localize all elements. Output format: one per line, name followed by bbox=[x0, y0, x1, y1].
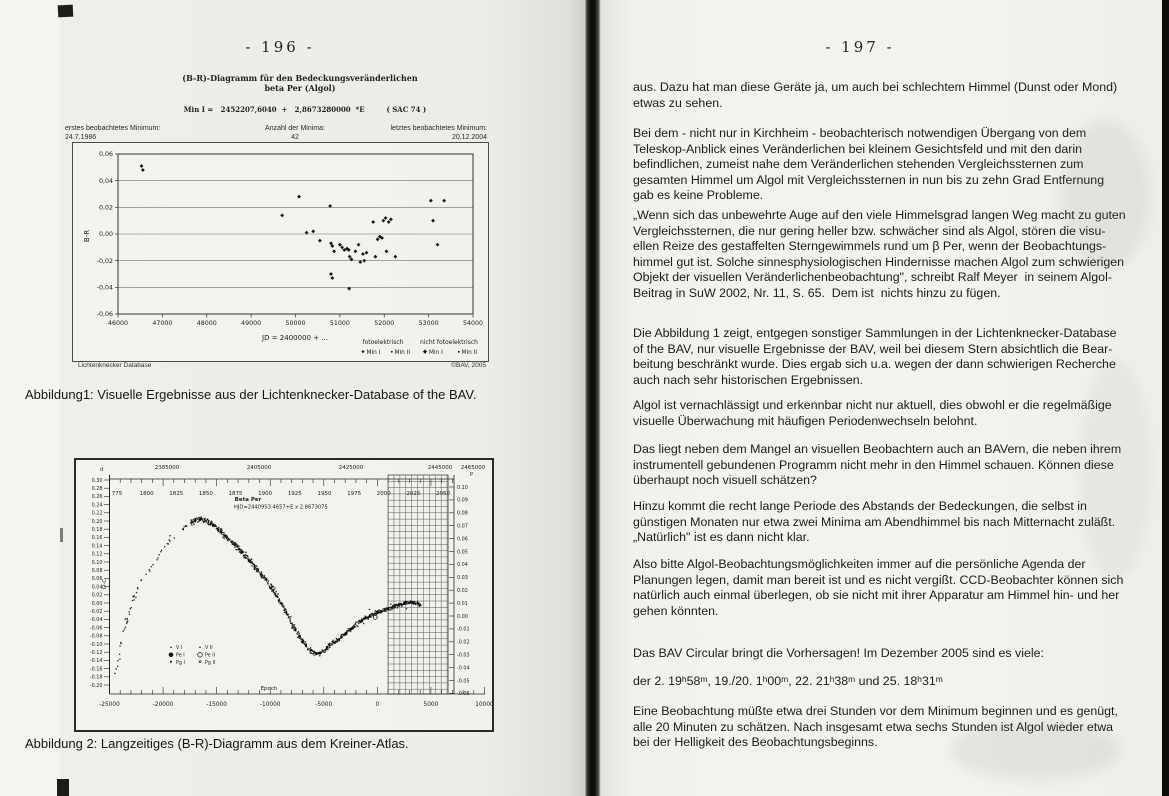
paragraph bbox=[633, 499, 1149, 546]
svg-text:0.04: 0.04 bbox=[457, 562, 468, 569]
chart1-last-minimum bbox=[337, 124, 487, 142]
svg-text:-25000: -25000 bbox=[99, 702, 120, 708]
svg-text:1900: 1900 bbox=[258, 491, 273, 497]
svg-text:-0.06: -0.06 bbox=[89, 625, 103, 632]
svg-text:fotoelektrisch: fotoelektrisch bbox=[362, 339, 404, 346]
svg-text:51000: 51000 bbox=[329, 320, 350, 327]
svg-text:0.26: 0.26 bbox=[91, 494, 103, 501]
text-line: Bei dem - nicht nur in Kirchheim - beobachterisch notwendigen Übergang von dem bbox=[633, 126, 1087, 140]
svg-text:-15000: -15000 bbox=[206, 702, 227, 708]
svg-text:Min I: Min I bbox=[366, 350, 381, 356]
svg-text:0.03: 0.03 bbox=[457, 575, 468, 582]
text-line: instrumentell gebundenen Programm nicht mehr in den Himmel schauen. Können diese bbox=[633, 457, 1114, 472]
chart1-title-line1: (B-R)-Diagramm für den Bedeckungsveränderlichen bbox=[182, 73, 418, 83]
last-minimum-value: 20.12.2004 bbox=[451, 134, 487, 141]
svg-text:1925: 1925 bbox=[287, 491, 302, 497]
chart2-x-axis-label: Epoch bbox=[260, 686, 278, 692]
book-gutter-shadow bbox=[584, 0, 601, 796]
text-line: gehen könnten. bbox=[633, 603, 719, 618]
text-line: Vergleichssternen, die nur gering heller bzw. schwächer sind als Algol, stören die visu- bbox=[633, 223, 1106, 238]
svg-text:0.10: 0.10 bbox=[457, 484, 468, 491]
chart1-figure bbox=[72, 142, 489, 362]
text-line: himmel gut ist. Solche sinnesphysiologischen Hindernisse machen Algol zum schwierigen bbox=[633, 254, 1125, 269]
text-line: Beitrag in SuW 2002, Nr. 11, S. 65. Dem ist nichts hinzu zu fügen. bbox=[633, 285, 1001, 300]
svg-text:-0,02: -0,02 bbox=[96, 257, 113, 265]
svg-text:0.00: 0.00 bbox=[91, 600, 103, 607]
svg-text:0.02: 0.02 bbox=[91, 592, 103, 599]
chart2-axes bbox=[90, 465, 492, 708]
svg-text:0.09: 0.09 bbox=[457, 497, 468, 504]
svg-text:0.28: 0.28 bbox=[91, 486, 103, 492]
scan-artifact bbox=[58, 5, 74, 18]
text-line: ellen Reize des gestaffelten Sterngewimmels rund um β Per, wenn der Beobachtungs- bbox=[633, 239, 1107, 253]
svg-text:0.07: 0.07 bbox=[457, 523, 468, 530]
text-line: Die Abbildung 1 zeigt, entgegen sonstiger Sammlungen in der Lichtenknecker-Database bbox=[633, 326, 1117, 340]
svg-text:0.16: 0.16 bbox=[91, 535, 103, 542]
chart1-title bbox=[140, 73, 460, 93]
svg-text:-0,06: -0,06 bbox=[96, 311, 113, 319]
text-line: Eine Beobachtung müßte etwa drei Stunden vor dem Minimum beginnen und es genügt, bbox=[633, 704, 1118, 718]
text-line: gesamten Himmel um Algol mit Vergleichssternen in nun bis zu zehn Grad Entfernung bbox=[633, 172, 1105, 187]
text-line: Hinzu kommt die recht lange Periode des Abstands der Bedeckungen, die selbst in bbox=[633, 499, 1087, 513]
paragraph bbox=[633, 80, 1149, 111]
scan-artifact bbox=[57, 779, 69, 796]
text-line: Das liegt neben dem Mangel an visuellen Beobachtern auch an BAVern, die neben ihrem bbox=[633, 442, 1122, 456]
caption-abbildung-2: Abbildung 2: Langzeitiges (B-R)-Diagramm aus dem Kreiner-Atlas. bbox=[25, 736, 409, 751]
chart1-ephemeris: Min I = 2452207,6040 + 2,8673280000 *E ( SAC 74 ) bbox=[183, 105, 427, 114]
svg-text:0.08: 0.08 bbox=[457, 510, 468, 517]
svg-text:52000: 52000 bbox=[374, 320, 395, 327]
svg-text:0.20: 0.20 bbox=[91, 518, 103, 525]
paragraph bbox=[633, 442, 1149, 489]
paragraph bbox=[633, 326, 1149, 388]
svg-text:0.24: 0.24 bbox=[91, 502, 103, 509]
minima-count-value: 42 bbox=[291, 134, 299, 141]
text-line: natürlich auch einmal überlegen, ob sie nicht mit ihrer Apparatur am Himmel hin- und her bbox=[633, 588, 1120, 602]
svg-text:48000: 48000 bbox=[196, 320, 217, 327]
svg-text:1850: 1850 bbox=[198, 491, 213, 497]
svg-text:nicht fotoelektrisch: nicht fotoelektrisch bbox=[420, 339, 478, 346]
bleed-through-smudge bbox=[1080, 360, 1150, 580]
svg-text:0,06: 0,06 bbox=[98, 151, 113, 159]
bleed-through-smudge bbox=[950, 720, 1120, 780]
svg-text:2050: 2050 bbox=[436, 491, 450, 497]
paragraph bbox=[633, 646, 1149, 662]
chart1-legend bbox=[361, 339, 478, 356]
text-line: visuelle Überwachung mit häufigen Periodenwechseln belohnt. bbox=[633, 413, 978, 428]
svg-text:0.14: 0.14 bbox=[91, 543, 103, 550]
svg-text:-0.04: -0.04 bbox=[457, 665, 470, 672]
svg-text:0.30: 0.30 bbox=[91, 477, 103, 484]
svg-text:-0.18: -0.18 bbox=[89, 674, 103, 681]
svg-text:V II: V II bbox=[205, 646, 213, 651]
svg-text:0.01: 0.01 bbox=[457, 600, 468, 607]
text-line: Also bitte Algol-Beobachtungsmöglichkeiten immer auf die persönliche Agenda der bbox=[633, 557, 1086, 571]
text-line: günstigen Monaten nur etwa zwei Minima am Abendhimmel bis nach Mitternacht zuläßt. bbox=[633, 514, 1116, 529]
svg-text:1875: 1875 bbox=[228, 491, 243, 497]
text-line: Algol ist vernachlässigt und erkennbar nicht nur aktuell, dies obwohl er die regelmäßige bbox=[633, 398, 1112, 412]
caption-abbildung-1: Abbildung1: Visuelle Ergebnisse aus der Lichtenknecker-Database of the BAV. bbox=[25, 387, 477, 402]
chart1-y-axis-label: B-R bbox=[83, 229, 91, 243]
page-number-left: - 196 - bbox=[245, 38, 315, 56]
svg-text:-10000: -10000 bbox=[259, 702, 281, 708]
svg-text:2405000: 2405000 bbox=[246, 465, 272, 471]
svg-text:53000: 53000 bbox=[418, 320, 439, 327]
text-line: auch nach sehr historischen Ergebnissen. bbox=[633, 372, 864, 387]
svg-text:-0.04: -0.04 bbox=[89, 617, 103, 624]
chart2-right-unit: P bbox=[470, 472, 474, 478]
chart1-axes bbox=[83, 151, 483, 342]
svg-text:0.02: 0.02 bbox=[457, 588, 468, 594]
chart2-title bbox=[234, 497, 328, 511]
svg-text:0.06: 0.06 bbox=[91, 576, 103, 583]
chart2-figure bbox=[74, 458, 494, 732]
text-line: Teleskop-Anblick eines Veränderlichen bei kleinem Gesichtsfeld und mit den darin bbox=[633, 141, 1083, 156]
svg-text:0.10: 0.10 bbox=[91, 559, 103, 566]
paragraph bbox=[633, 674, 1149, 690]
svg-text:0,04: 0,04 bbox=[98, 177, 113, 185]
svg-text:Pe II: Pe II bbox=[205, 653, 216, 659]
svg-text:46000: 46000 bbox=[107, 320, 129, 327]
svg-text:-0.10: -0.10 bbox=[89, 641, 103, 648]
svg-text:2000: 2000 bbox=[376, 491, 391, 497]
chart1-source-label: Lichtenknecker Database bbox=[78, 362, 152, 369]
svg-text:0.04: 0.04 bbox=[91, 584, 103, 591]
text-line: aus. Dazu hat man diese Geräte ja, um auch bei schlechtem Himmel (Dunst oder Mond) bbox=[633, 80, 1118, 94]
svg-text:2465000: 2465000 bbox=[460, 465, 486, 471]
text-line: of the BAV, nur visuelle Ergebnisse der BAV, weil bei diesem Stern absichtlich die Bear- bbox=[633, 341, 1113, 356]
svg-text:-5000: -5000 bbox=[315, 702, 333, 708]
svg-text:-0.06: -0.06 bbox=[457, 691, 470, 698]
paragraph bbox=[633, 557, 1149, 619]
svg-text:2385000: 2385000 bbox=[154, 465, 180, 471]
text-column bbox=[633, 0, 1149, 796]
svg-text:0.05: 0.05 bbox=[457, 549, 468, 556]
svg-text:0: 0 bbox=[375, 702, 380, 708]
svg-text:50000: 50000 bbox=[285, 320, 306, 327]
scan-edge-right bbox=[1162, 0, 1169, 796]
text-line: gab es keine Probleme. bbox=[633, 188, 764, 202]
text-line: Objekt der visuellen Veränderlichenbeobachtung", schreibt Ralf Meyer in seinem Algol- bbox=[633, 270, 1112, 284]
svg-text:Pg I: Pg I bbox=[176, 661, 185, 666]
text-line: bei der Helligkeit des Beobachtungsbeginns. bbox=[633, 735, 878, 749]
svg-text:Min I: Min I bbox=[429, 350, 443, 356]
svg-text:-0.05: -0.05 bbox=[457, 678, 470, 685]
chart1-copyright: ©BAV, 2005 bbox=[451, 362, 486, 369]
svg-text:1975: 1975 bbox=[347, 491, 362, 497]
page-number-right: - 197 - bbox=[825, 38, 895, 56]
svg-text:2025: 2025 bbox=[406, 491, 421, 497]
svg-text:0.00: 0.00 bbox=[457, 613, 468, 620]
chart2-open-circle-marker bbox=[373, 615, 377, 619]
text-line: „Wenn sich das unbewehrte Auge auf den viele Himmelsgrad langen Weg macht zu guten bbox=[633, 208, 1126, 222]
svg-text:0.18: 0.18 bbox=[91, 527, 103, 533]
paragraph bbox=[633, 398, 1149, 429]
svg-text:-0.12: -0.12 bbox=[89, 650, 103, 656]
svg-text:-0.03: -0.03 bbox=[457, 652, 470, 659]
chart2-legend bbox=[169, 645, 216, 666]
chart2-left-unit: d bbox=[100, 467, 104, 473]
svg-text:54000: 54000 bbox=[462, 320, 484, 327]
svg-text:0,02: 0,02 bbox=[98, 204, 113, 212]
text-line: „Natürlich" ist es dann nicht klar. bbox=[633, 530, 810, 544]
svg-text:-0,04: -0,04 bbox=[96, 284, 113, 292]
svg-text:Min II: Min II bbox=[394, 350, 411, 356]
svg-text:10000: 10000 bbox=[475, 702, 492, 708]
svg-text:2425000: 2425000 bbox=[338, 465, 364, 471]
text-line: der 2. 19ʰ58ᵐ, 19./20. 1ʰ00ᵐ, 22. 21ʰ38ᵐ und 25. 18ʰ31ᵐ bbox=[633, 674, 943, 688]
svg-text:1950: 1950 bbox=[317, 491, 332, 497]
chart1-plot bbox=[73, 143, 488, 361]
scan-artifact bbox=[60, 528, 63, 542]
svg-text:V I: V I bbox=[176, 646, 183, 651]
svg-text:0.06: 0.06 bbox=[457, 536, 468, 543]
chart2-plot bbox=[76, 460, 492, 730]
svg-text:1825: 1825 bbox=[169, 491, 184, 497]
svg-text:0.12: 0.12 bbox=[91, 551, 103, 558]
svg-text:0.08: 0.08 bbox=[91, 568, 103, 574]
svg-text:-0.01: -0.01 bbox=[457, 626, 470, 633]
svg-text:-0.02: -0.02 bbox=[89, 609, 103, 615]
chart2-scatter-points bbox=[114, 516, 421, 674]
text-line: Planungen legen, damit man bereit ist und es nicht vergißt. CCD-Beobachter können sich bbox=[633, 572, 1124, 587]
chart1-title-line2: beta Per (Algol) bbox=[264, 83, 336, 93]
text-line: überhaupt noch visuell schätzen? bbox=[633, 473, 817, 487]
text-line: alle 20 Minuten zu schätzen. Nach insgesamt etwa sechs Stunden ist Algol wieder etwa bbox=[633, 719, 1114, 734]
svg-text:5000: 5000 bbox=[423, 702, 439, 708]
svg-text:-0.08: -0.08 bbox=[89, 633, 103, 640]
chart1-first-minimum bbox=[65, 124, 215, 142]
svg-text:2445000: 2445000 bbox=[427, 465, 453, 471]
text-line: befindlichen, zumeist nahe dem Veränderlichen stehenden Vergleichssternen zum bbox=[633, 157, 1084, 171]
svg-text:-0.16: -0.16 bbox=[89, 666, 103, 673]
text-line: Das BAV Circular bringt die Vorhersagen! Im Dezember 2005 sind es viele: bbox=[633, 646, 1044, 660]
chart2-y-axis-label: O-C bbox=[102, 578, 108, 590]
svg-text:47000: 47000 bbox=[152, 320, 173, 327]
svg-text:49000: 49000 bbox=[241, 320, 262, 327]
first-minimum-value: 24.7.1986 bbox=[65, 134, 97, 141]
minima-count-label: Anzahl der Minima: bbox=[265, 125, 325, 132]
text-line: beitung beschränkt wurde. Dies ergab sich u.a. wegen der dann schwierigen Recherche bbox=[633, 357, 1116, 371]
svg-text:Beta Per: Beta Per bbox=[234, 497, 262, 503]
svg-text:-0.02: -0.02 bbox=[457, 639, 470, 646]
svg-text:-0.14: -0.14 bbox=[89, 658, 103, 665]
svg-text:775: 775 bbox=[111, 491, 123, 497]
svg-text:Pg II: Pg II bbox=[205, 661, 216, 666]
svg-text:Min II: Min II bbox=[461, 350, 478, 356]
first-minimum-label: erstes beobachtetes Minimum: bbox=[65, 125, 161, 132]
chart1-x-axis-label: JD = 2400000 + ... bbox=[262, 334, 328, 342]
chart2-prediction-grid bbox=[388, 475, 448, 694]
text-line: etwas zu sehen. bbox=[633, 95, 723, 110]
svg-text:0,00: 0,00 bbox=[98, 231, 113, 239]
bleed-through-smudge bbox=[1060, 120, 1150, 270]
svg-text:0.22: 0.22 bbox=[91, 510, 103, 517]
svg-text:1800: 1800 bbox=[139, 491, 154, 497]
last-minimum-label: letztes beobachtetes Minimum: bbox=[390, 125, 487, 132]
chart1-scatter-points bbox=[140, 164, 446, 290]
svg-text:-20000: -20000 bbox=[152, 702, 174, 708]
chart2-ephemeris: HJD=2440953.4657+E x 2.8673075 bbox=[234, 504, 328, 511]
svg-text:Pe I: Pe I bbox=[176, 653, 185, 659]
svg-text:-0.20: -0.20 bbox=[89, 682, 103, 689]
